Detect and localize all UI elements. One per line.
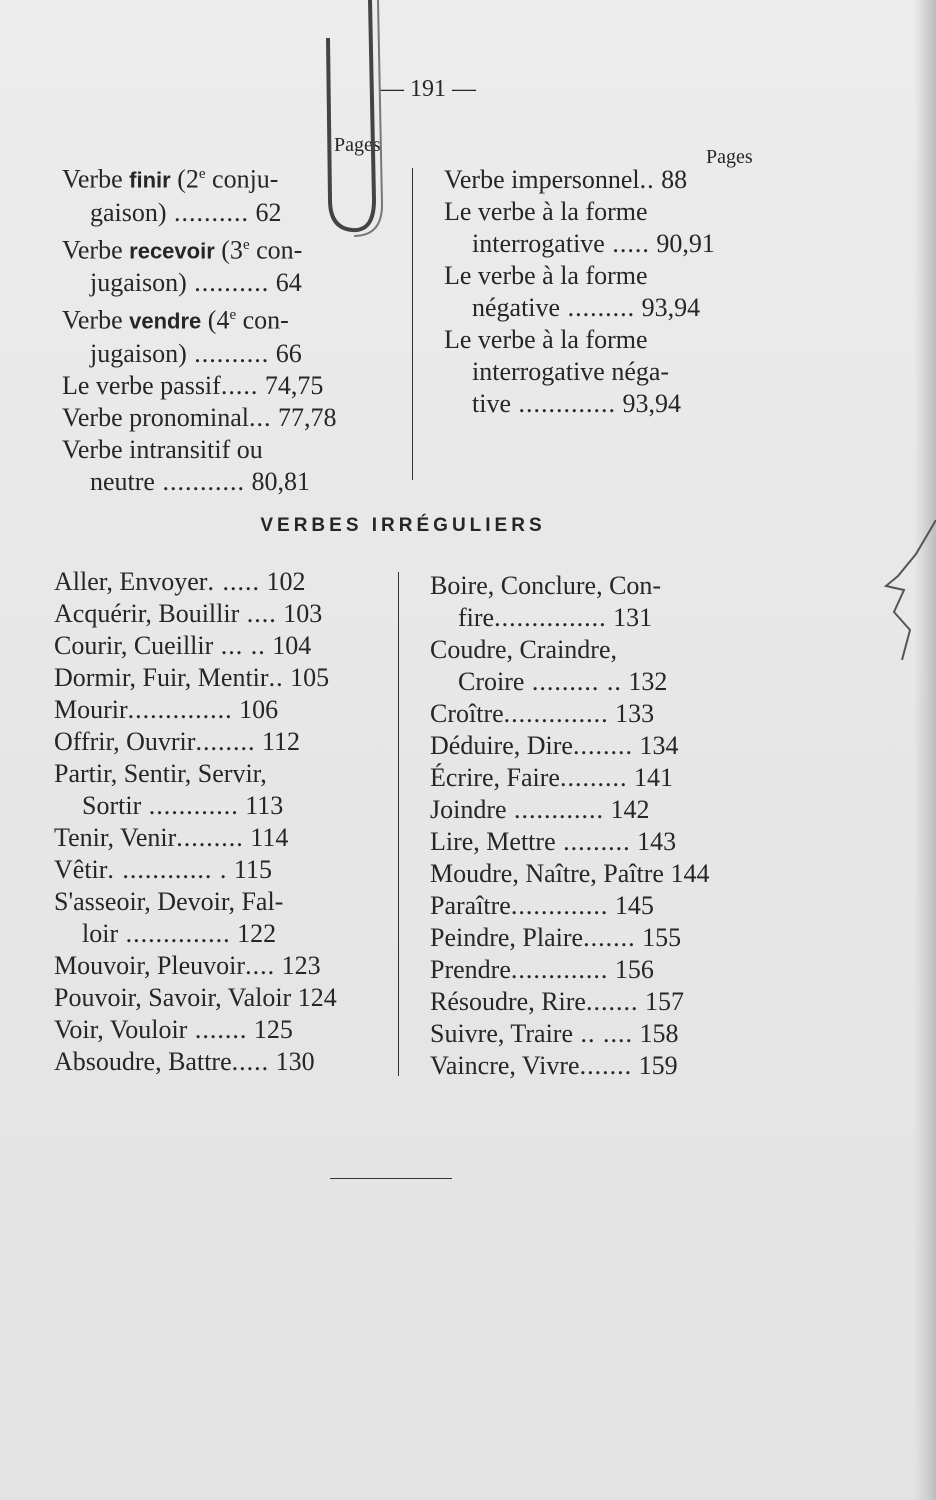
- index-entry: [54, 598, 372, 630]
- entry-text: interrogative: [472, 229, 605, 258]
- ordinal-suffix: e: [229, 307, 237, 324]
- leader-dots: .....: [231, 1047, 270, 1076]
- entry-text: Courir, Cueillir: [54, 631, 214, 660]
- entry-text: Écrire, Faire: [430, 763, 560, 792]
- index-entry: [54, 662, 372, 694]
- leader-dots: .............: [510, 891, 609, 920]
- leader-dots: .....: [220, 370, 259, 400]
- entry-text: Vaincre, Vivre: [430, 1051, 580, 1080]
- leader-dots: ........: [572, 731, 633, 760]
- entry-text: Suivre, Traire: [430, 1019, 573, 1048]
- leader-dots: .......: [579, 1051, 633, 1080]
- conjugation-index-right: [444, 164, 762, 420]
- index-entry: [444, 196, 762, 228]
- page-ref: 122: [237, 919, 277, 948]
- column-divider-top: [412, 168, 413, 480]
- leader-dots: .........: [555, 827, 631, 856]
- index-entry: [430, 986, 752, 1018]
- index-entry: [444, 228, 762, 260]
- leader-dots: ...............: [494, 603, 607, 632]
- page-ref: 124: [297, 983, 337, 1012]
- index-entry: [54, 918, 372, 950]
- leader-dots: ..: [639, 165, 655, 194]
- index-entry: [54, 790, 372, 822]
- page-ref: 93,94: [641, 293, 701, 322]
- entry-text: Le verbe à la forme: [444, 197, 648, 226]
- leader-dots: .........: [560, 293, 636, 322]
- index-entry: [430, 698, 752, 730]
- index-entry: [430, 762, 752, 794]
- column-divider-bottom: [398, 572, 399, 1076]
- index-entry: [444, 388, 762, 420]
- section-title: VERBES IRRÉGULIERS: [260, 515, 546, 536]
- leader-dots: .......: [585, 987, 639, 1016]
- entry-text: Verbe impersonnel: [444, 165, 640, 194]
- ordinal-suffix: e: [242, 236, 250, 253]
- page-number: — 191 —: [380, 76, 476, 102]
- entry-text-cont: con-: [249, 235, 303, 265]
- page-ref: 77,78: [278, 402, 337, 432]
- leader-dots: .......: [583, 923, 636, 952]
- page-ref: 103: [283, 599, 323, 628]
- entry-text: jugaison): [90, 268, 187, 298]
- index-entry: [430, 794, 752, 826]
- index-entry: [430, 602, 752, 634]
- entry-text: Pouvoir, Savoir, Valoir: [54, 983, 292, 1012]
- leader-dots: . .....: [207, 567, 260, 596]
- index-entry: [430, 1018, 752, 1050]
- entry-text: Sortir: [82, 791, 142, 820]
- irregular-verbs-right: [430, 570, 752, 1082]
- entry-text: fire: [458, 603, 495, 632]
- leader-dots: ..........: [186, 338, 270, 368]
- index-entry: [54, 822, 372, 854]
- leader-dots: .............: [510, 955, 609, 984]
- page-edge-shadow: [914, 0, 936, 1500]
- entry-text: Vêtir: [54, 855, 108, 884]
- page-ref: 106: [239, 695, 279, 724]
- entry-text: Mourir: [54, 695, 128, 724]
- index-entry: [444, 356, 762, 388]
- page-ref: 90,91: [656, 229, 715, 258]
- page-ref: 66: [275, 338, 302, 368]
- entry-text: Verbe: [62, 235, 130, 265]
- entry-text: Acquérir, Bouillir: [54, 599, 240, 628]
- irregular-verbs-left: [54, 566, 372, 1078]
- page-ref: 62: [255, 197, 282, 227]
- page-ref: 130: [275, 1047, 315, 1076]
- index-entry: [430, 570, 752, 602]
- index-entry: [444, 324, 762, 356]
- index-entry: [444, 292, 762, 324]
- leader-dots: ........: [195, 727, 256, 756]
- page-ref: 88: [661, 165, 688, 194]
- page-ref: 141: [633, 763, 673, 792]
- page-ref: 104: [272, 631, 312, 660]
- index-entry: [62, 338, 380, 370]
- page-ref: 105: [290, 663, 330, 692]
- page-ref: 125: [253, 1015, 293, 1044]
- leader-dots: ..: [268, 663, 284, 692]
- entry-text: Joindre: [430, 795, 507, 824]
- entry-text: Croire: [458, 667, 525, 696]
- entry-text: interrogative néga-: [472, 357, 670, 386]
- leader-dots: ...: [249, 402, 272, 432]
- page-ref: 131: [613, 603, 653, 632]
- entry-text: Mouvoir, Pleuvoir: [54, 951, 246, 980]
- leader-dots: ..............: [118, 919, 231, 948]
- page-ref: 102: [266, 567, 306, 596]
- leader-dots: ..........: [166, 197, 250, 227]
- page-ref: 142: [610, 795, 650, 824]
- entry-text: Peindre, Plaire: [430, 923, 584, 952]
- entry-text: Offrir, Ouvrir: [54, 727, 196, 756]
- entry-text: Partir, Sentir, Servir,: [54, 759, 267, 788]
- entry-text: Tenir, Venir: [54, 823, 177, 852]
- leader-dots: .. ....: [573, 1019, 633, 1048]
- entry-text-cont: conju-: [205, 164, 279, 194]
- entry-text: Lire, Mettre: [430, 827, 556, 856]
- entry-text: Coudre, Craindre,: [430, 635, 618, 664]
- leader-dots: .....: [604, 229, 650, 258]
- entry-text: Le verbe passif: [62, 370, 221, 400]
- leader-dots: ......... ..: [524, 667, 622, 696]
- leader-dots: ..........: [186, 268, 270, 298]
- conjugation-number: (3: [214, 235, 243, 265]
- index-entry: [430, 730, 752, 762]
- index-entry: [54, 1014, 372, 1046]
- torn-edge-icon: [880, 520, 936, 660]
- conjugation-number: (2: [170, 164, 199, 194]
- entry-text: Absoudre, Battre: [54, 1047, 232, 1076]
- index-entry: [62, 267, 380, 299]
- index-entry: [430, 1050, 752, 1082]
- page-ref: 156: [614, 955, 654, 984]
- entry-text: loir: [82, 919, 119, 948]
- page-ref: 112: [261, 727, 300, 756]
- leader-dots: .......: [187, 1015, 248, 1044]
- index-entry: [430, 890, 752, 922]
- index-entry: [54, 886, 372, 918]
- index-entry: [430, 634, 752, 666]
- page-ref: 144: [670, 859, 710, 888]
- entry-text: Voir, Vouloir: [54, 1015, 188, 1044]
- leader-dots: ... ..: [213, 631, 266, 660]
- page-ref: 133: [615, 699, 655, 728]
- page-ref: 159: [638, 1051, 678, 1080]
- entry-text: tive: [472, 389, 511, 418]
- pages-header-left: Pages: [334, 134, 381, 156]
- leader-dots: ....: [245, 951, 276, 980]
- closing-rule: [330, 1178, 452, 1179]
- entry-text: Résoudre, Rire: [430, 987, 586, 1016]
- page-ref: 115: [233, 855, 272, 884]
- leader-dots: . ............ .: [107, 855, 228, 884]
- page-ref: 123: [281, 951, 321, 980]
- page-ref: 132: [628, 667, 668, 696]
- index-entry: [444, 164, 762, 196]
- entry-text: négative: [472, 293, 561, 322]
- entry-text: Croître: [430, 699, 504, 728]
- page-ref: 145: [614, 891, 654, 920]
- entry-text: Dormir, Fuir, Mentir: [54, 663, 269, 692]
- entry-text: Verbe pronominal: [62, 402, 250, 432]
- index-entry: [62, 299, 380, 338]
- page-ref: 157: [644, 987, 684, 1016]
- pages-header-right: Pages: [706, 146, 753, 168]
- index-entry: [430, 954, 752, 986]
- leader-dots: .........: [176, 823, 244, 852]
- page-ref: 93,94: [622, 389, 681, 418]
- index-entry: [430, 666, 752, 698]
- index-entry: [430, 922, 752, 954]
- paperclip-icon: [318, 0, 398, 240]
- page-ref: 143: [637, 827, 677, 856]
- index-entry: [62, 466, 380, 498]
- page-ref: 74,75: [264, 370, 324, 400]
- index-entry: [62, 434, 380, 466]
- entry-text: Aller, Envoyer: [54, 567, 208, 596]
- page-ref: 80,81: [251, 466, 310, 496]
- leader-dots: ..............: [127, 695, 233, 724]
- entry-text: Déduire, Dire: [430, 731, 573, 760]
- entry-text: Paraître: [430, 891, 511, 920]
- page-ref: 113: [245, 791, 284, 820]
- entry-text: Verbe intransitif ou: [62, 434, 263, 464]
- page-ref: 134: [639, 731, 679, 760]
- index-entry: [54, 726, 372, 758]
- entry-text: jugaison): [90, 338, 187, 368]
- index-entry: [54, 630, 372, 662]
- entry-text: neutre: [90, 466, 155, 496]
- leader-dots: ..............: [503, 699, 609, 728]
- entry-text: Moudre, Naître, Paître: [430, 859, 664, 888]
- index-entry: [54, 950, 372, 982]
- index-entry: [54, 854, 372, 886]
- leader-dots: .........: [559, 763, 628, 792]
- entry-text: Le verbe à la forme: [444, 261, 648, 290]
- index-entry: [430, 858, 752, 890]
- verb-name: finir: [129, 167, 171, 193]
- index-entry: [54, 694, 372, 726]
- leader-dots: ............: [506, 795, 605, 824]
- leader-dots: ...........: [154, 466, 245, 496]
- index-entry: [54, 982, 372, 1014]
- entry-text: gaison): [90, 197, 167, 227]
- entry-text: Verbe: [62, 305, 130, 335]
- leader-dots: .............: [511, 389, 616, 418]
- entry-text: Boire, Conclure, Con-: [430, 571, 662, 600]
- verb-name: vendre: [129, 308, 202, 334]
- leader-dots: ....: [239, 599, 277, 628]
- ordinal-suffix: e: [198, 166, 206, 182]
- index-entry: [62, 370, 380, 402]
- leader-dots: ............: [141, 791, 239, 820]
- index-entry: [54, 566, 372, 598]
- entry-text: Verbe: [62, 164, 130, 194]
- entry-text: Prendre: [430, 955, 511, 984]
- entry-text: S'asseoir, Devoir, Fal-: [54, 887, 284, 916]
- index-entry: [444, 260, 762, 292]
- entry-text: Le verbe à la forme: [444, 325, 648, 354]
- page-ref: 158: [639, 1019, 679, 1048]
- conjugation-number: (4: [201, 305, 230, 335]
- page-ref: 155: [642, 923, 682, 952]
- verb-name: recevoir: [129, 238, 215, 264]
- index-entry: [54, 758, 372, 790]
- entry-text-cont: con-: [236, 305, 289, 335]
- index-entry: [62, 402, 380, 434]
- index-entry: [54, 1046, 372, 1078]
- page-ref: 64: [275, 268, 302, 298]
- page-ref: 114: [250, 823, 289, 852]
- index-entry: [430, 826, 752, 858]
